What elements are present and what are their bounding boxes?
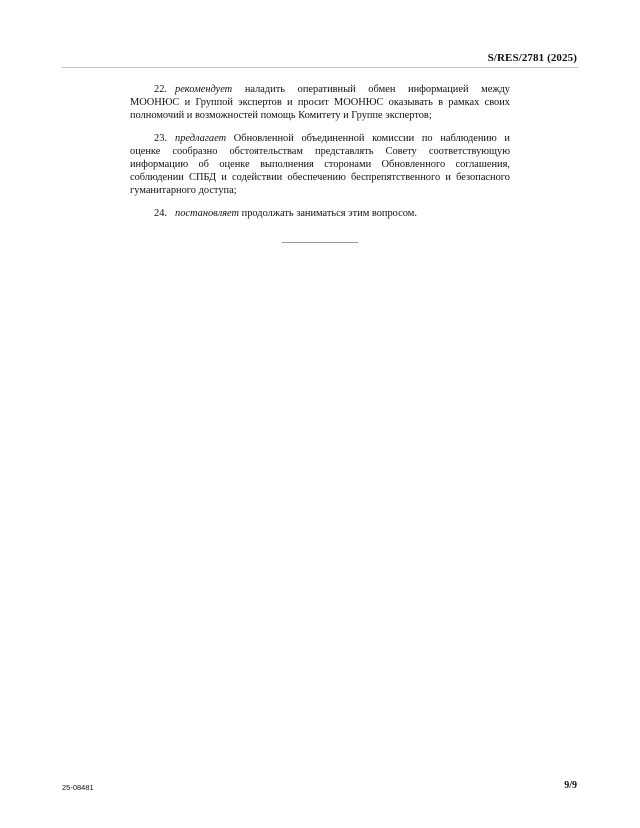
paragraph-number: 24. [154, 208, 167, 220]
paragraph-23 [130, 132, 510, 197]
page-number: 9/9 [564, 780, 577, 791]
paragraph-text: продолжать заниматься этим вопросом. [239, 208, 417, 220]
end-of-document-rule [282, 242, 358, 243]
resolution-body [130, 83, 510, 230]
document-code: S/RES/2781 (2025) [487, 52, 577, 64]
paragraph-number: 22. [154, 84, 167, 95]
header-divider [62, 67, 578, 68]
paragraph-number: 23. [154, 133, 167, 145]
document-id: 25-08481 [62, 783, 94, 792]
operative-verb: постановляет [175, 208, 240, 220]
operative-verb: рекомендует [175, 84, 233, 95]
paragraph-22 [130, 83, 510, 122]
paragraph-24 [130, 207, 510, 220]
operative-verb: предлагает [175, 133, 227, 145]
paragraph-text: Обновленной объединенной комиссии по наблюдению и оценке сообразно обстоятельствам представлять Совету соответствующую информацию об оценке выполнения сторонами Обновленного соглашения, соблюдении СПБД и содействии обеспечению беспрепятственного и безопасного гуманитарного доступа; [130, 133, 510, 197]
paragraph-text: наладить оперативный обмен информацией между МООНЮС и Группой экспертов и просит МООНЮС оказывать в рамках своих полномочий и возможностей помощь Комитету и Группе экспертов; [130, 84, 510, 122]
